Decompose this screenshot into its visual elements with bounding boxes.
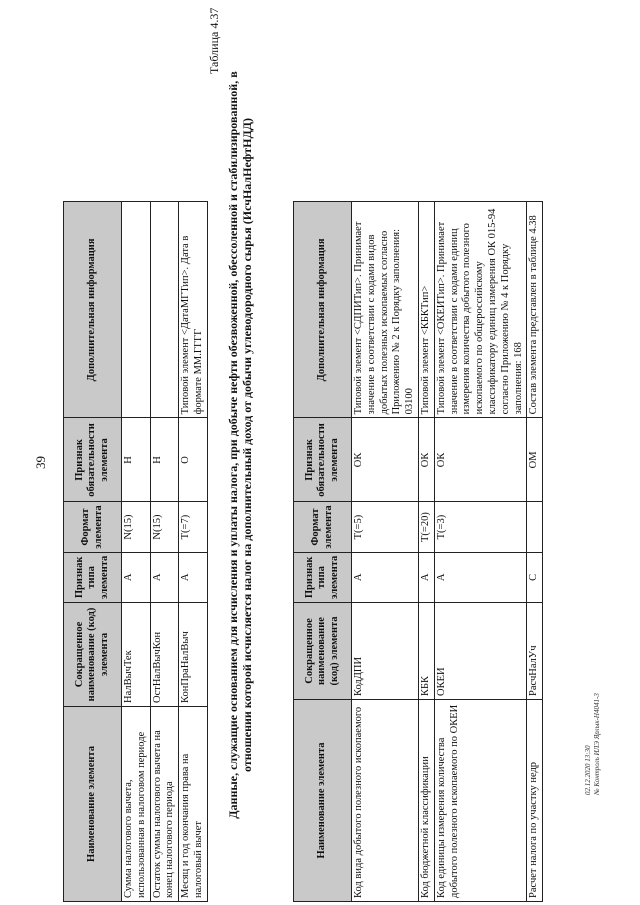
cell-required: Н xyxy=(122,418,151,502)
cell-format: T(=5) xyxy=(352,502,419,552)
table-row xyxy=(434,202,527,902)
cell-name: Код вида добытого полезного ископаемого xyxy=(352,700,419,902)
stamp-line: № Контроль ИЛЭ Ярлык-Н4041-3 xyxy=(592,693,601,795)
cell-type: А xyxy=(150,552,179,602)
cell-format xyxy=(527,502,543,552)
cell-code: РасчНалУч xyxy=(527,603,543,700)
cell-info xyxy=(150,202,179,418)
cell-name: Остаток суммы налогового вычета на конец налогового периода xyxy=(150,707,179,902)
table-elements-ndd xyxy=(293,201,543,902)
table-header-row xyxy=(294,202,352,902)
cell-required: ОМ xyxy=(527,418,543,502)
print-stamp xyxy=(584,693,602,795)
cell-type: А xyxy=(179,552,208,602)
cell-required: ОК xyxy=(352,418,419,502)
header-name: Наименование элемента xyxy=(64,707,122,902)
cell-code: КонПраНалВыч xyxy=(179,603,208,707)
table-row xyxy=(418,202,434,902)
cell-required: ОК xyxy=(434,418,527,502)
cell-type: А xyxy=(352,552,419,602)
header-info: Дополнительная информация xyxy=(64,202,122,418)
cell-required: ОК xyxy=(418,418,434,502)
cell-info: Типовой элемент <КБКТип> xyxy=(418,202,434,418)
table-elements-top xyxy=(63,201,208,902)
header-format: Формат элемента xyxy=(294,502,352,552)
cell-name: Сумма налогового вычета, использованная в налоговом периоде xyxy=(122,707,151,902)
cell-info: Состав элемента представлен в таблице 4.38 xyxy=(527,202,543,418)
cell-code: ОстНалВычКон xyxy=(150,603,179,707)
cell-required: О xyxy=(179,418,208,502)
cell-code: ОКЕИ xyxy=(434,603,527,700)
header-code: Сокращенное наименование (код) элемента xyxy=(294,603,352,700)
table-title: Данные, служащие основанием для исчисления и уплаты налога, при добыче нефти обезвоженной, обессоленной и стабилизированной, в отношении которой исчисляется налог на дополнительный доход от добычи углеводородного сырья (ИсчНалНефтНДД) xyxy=(226,71,255,819)
cell-code: КБК xyxy=(418,603,434,700)
cell-type: С xyxy=(527,552,543,602)
table-header-row xyxy=(64,202,122,902)
table-row xyxy=(352,202,419,902)
cell-type: А xyxy=(418,552,434,602)
header-required: Признак обязательности элемента xyxy=(294,418,352,502)
page-number: 39 xyxy=(33,456,48,469)
cell-name: Расчет налога по участку недр xyxy=(527,700,543,902)
cell-name: Месяц и год окончания права на налоговый вычет xyxy=(179,707,208,902)
table-row xyxy=(179,202,208,902)
cell-info: Типовой элемент <ДатаМГТип>. Дата в формате ММ.ГГГГ xyxy=(179,202,208,418)
header-name: Наименование элемента xyxy=(294,700,352,902)
table-row xyxy=(150,202,179,902)
cell-required: Н xyxy=(150,418,179,502)
header-type: Признак типа элемента xyxy=(64,552,122,602)
header-code: Сокращенное наименование (код) элемента xyxy=(64,603,122,707)
header-format: Формат элемента xyxy=(64,502,122,552)
cell-format: N(15) xyxy=(150,502,179,552)
cell-type: А xyxy=(122,552,151,602)
header-info: Дополнительная информация xyxy=(294,202,352,418)
table-row xyxy=(527,202,543,902)
table-row xyxy=(122,202,151,902)
cell-code: КодДПИ xyxy=(352,603,419,700)
cell-name: Код единицы измерения количества добытого полезного ископаемого по ОКЕИ xyxy=(434,700,527,902)
cell-format: N(15) xyxy=(122,502,151,552)
cell-format: T(=3) xyxy=(434,502,527,552)
header-required: Признак обязательности элемента xyxy=(64,418,122,502)
cell-info: Типовой элемент <СДПИТип>. Принимает значение в соответствии с кодами видов добытых полезных ископаемых согласно Приложению № 2 к Порядку заполнения: 03100 xyxy=(352,202,419,418)
cell-info: Типовой элемент <ОКЕИТип>. Принимает значение в соответствии с кодами единиц измерения количества добытого полезного ископаемого по общероссийскому классификатору единиц измерения ОК 015-94 согласно Приложению № 4 к Порядку заполнения: 168 xyxy=(434,202,527,418)
cell-format: T(=7) xyxy=(179,502,208,552)
header-type: Признак типа элемента xyxy=(294,552,352,602)
table-number: Таблица 4.37 xyxy=(207,7,221,74)
stamp-line: 02.12.2020 13:30 xyxy=(584,745,592,795)
cell-info xyxy=(122,202,151,418)
cell-code: НалВычТек xyxy=(122,603,151,707)
cell-format: T(=20) xyxy=(418,502,434,552)
cell-name: Код бюджетной классификации xyxy=(418,700,434,902)
cell-type: А xyxy=(434,552,527,602)
